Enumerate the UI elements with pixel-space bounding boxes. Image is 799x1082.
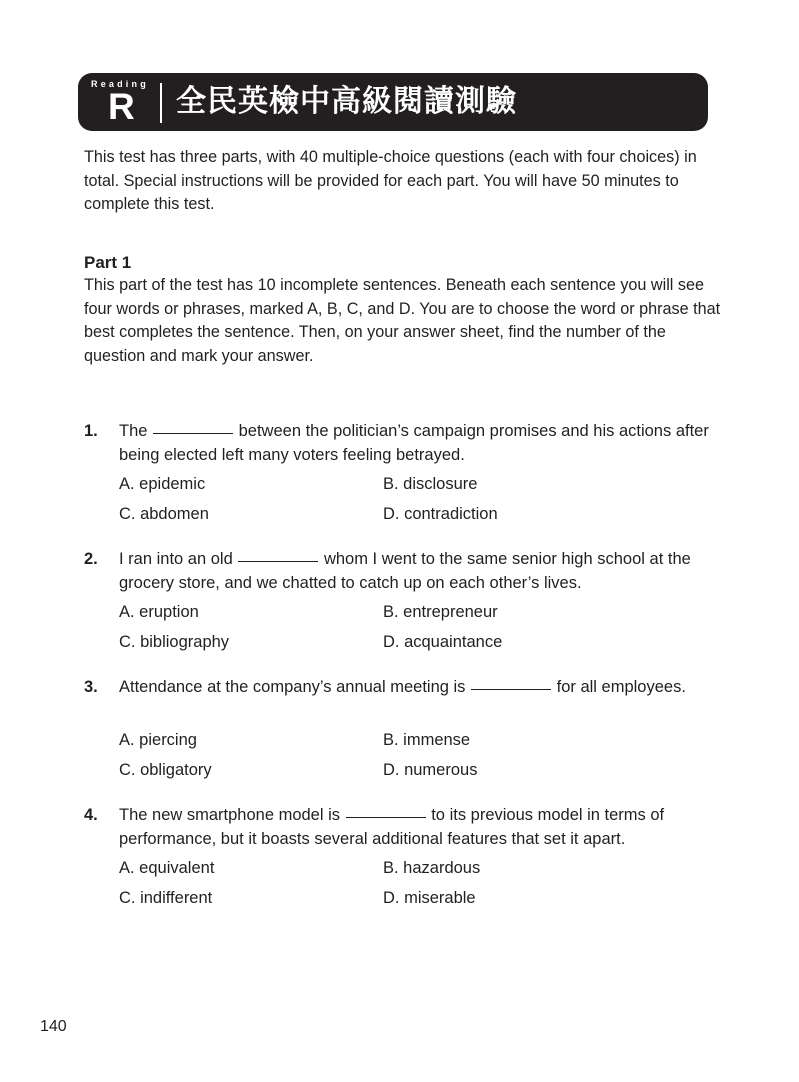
option-b[interactable]: B. hazardous <box>383 859 481 877</box>
option-c[interactable]: C. obligatory <box>119 761 212 779</box>
answer-blank <box>346 817 426 818</box>
option-a[interactable]: A. equivalent <box>119 859 215 877</box>
question-text-before: The <box>119 422 148 440</box>
answer-blank <box>153 433 233 434</box>
question-text-before: I ran into an old <box>119 550 233 568</box>
part-title: Part 1 <box>84 253 132 272</box>
option-d[interactable]: D. numerous <box>383 761 478 779</box>
question-number: 1. <box>84 422 98 440</box>
question-text-after: for all employees. <box>556 678 686 696</box>
answer-blank <box>471 689 551 690</box>
option-b[interactable]: B. immense <box>383 731 471 749</box>
option-a[interactable]: A. piercing <box>119 731 197 749</box>
option-c[interactable]: C. abdomen <box>119 505 209 523</box>
page-number: 140 <box>40 1018 67 1035</box>
option-c[interactable]: C. indifferent <box>119 889 213 907</box>
question-text <box>119 804 719 851</box>
section-label: Reading <box>91 79 149 89</box>
question-number: 4. <box>84 806 98 824</box>
question-text <box>119 420 719 467</box>
question-text-after: whom I went to the same senior high school at the grocery store, and we chatted to catch up on each other’s lives. <box>119 550 691 592</box>
section-letter: R <box>108 86 135 127</box>
option-a[interactable]: A. epidemic <box>119 475 206 493</box>
option-b[interactable]: B. entrepreneur <box>383 603 498 621</box>
option-d[interactable]: D. contradiction <box>383 505 498 523</box>
question-text-before: Attendance at the company’s annual meeting is <box>119 678 466 696</box>
question-text-after: between the politician’s campaign promises and his actions after being elected left many voters feeling betrayed. <box>119 422 709 464</box>
header-divider <box>160 83 162 123</box>
question-text-before: The new smartphone model is <box>119 806 341 824</box>
section-header <box>78 73 708 131</box>
question-text <box>119 676 719 700</box>
test-instructions: This test has three parts, with 40 multiple-choice questions (each with four choices) in total. Special instructions will be provided for each part. You will have 50 minutes to complete this test. <box>84 148 697 213</box>
question-number: 2. <box>84 550 98 568</box>
option-d[interactable]: D. miserable <box>383 889 476 907</box>
option-a[interactable]: A. eruption <box>119 603 199 621</box>
question-number: 3. <box>84 678 98 696</box>
page-title: 全民英檢中高級閱讀測驗 <box>176 84 517 119</box>
answer-blank <box>238 561 318 562</box>
option-d[interactable]: D. acquaintance <box>383 633 503 651</box>
option-b[interactable]: B. disclosure <box>383 475 478 493</box>
question-text-after: to its previous model in terms of performance, but it boasts several additional features that set it apart. <box>119 806 665 848</box>
part-description: This part of the test has 10 incomplete sentences. Beneath each sentence you will see four words or phrases, marked A, B, C, and D. You are to choose the word or phrase that best completes the sentence. Then, on your answer sheet, find the number of the question and mark your answer. <box>84 276 721 365</box>
option-c[interactable]: C. bibliography <box>119 633 230 651</box>
question-text <box>119 548 719 595</box>
